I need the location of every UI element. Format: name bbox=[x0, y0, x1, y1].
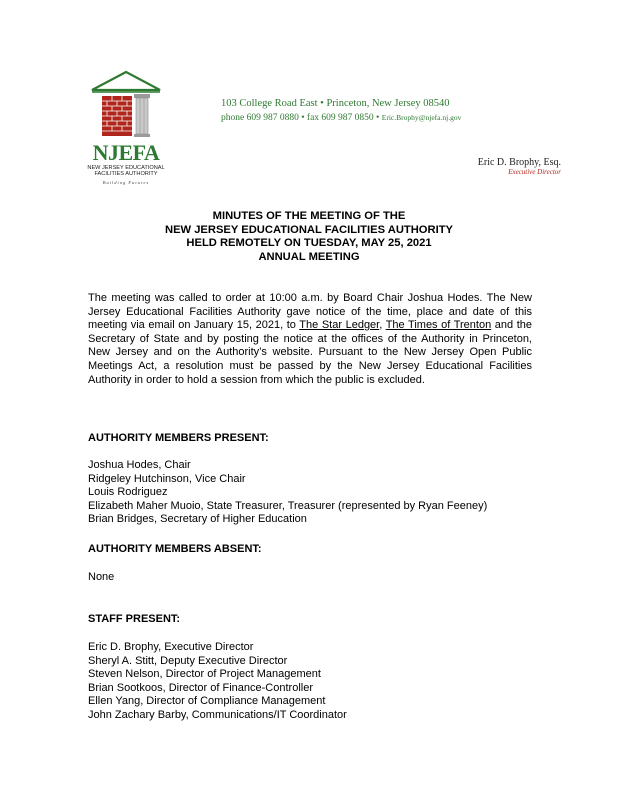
building-column-icon bbox=[90, 70, 162, 140]
list-item: Brian Sootkoos, Director of Finance-Controller bbox=[88, 681, 313, 694]
staff-present-list bbox=[88, 641, 548, 723]
director-block bbox=[467, 157, 561, 176]
address-line: 103 College Road East • Princeton, New Jersey 08540 bbox=[221, 98, 450, 109]
members-absent-list bbox=[88, 571, 548, 585]
logo-wordmark: NJEFA bbox=[92, 140, 160, 165]
minutes-title bbox=[88, 210, 530, 264]
intro-part-1: The meeting was called to order at 10:00 a.m. by Board Chair Joshua Hodes. The New Jersey Educational Facilities Authority gave notice of the time, place and date of this meeting via email on January 15, 2021, to bbox=[88, 292, 532, 332]
logo-full-name: NEW JERSEY EDUCATIONAL FACILITIES AUTHORITY bbox=[87, 165, 165, 177]
logo-tagline: Building Futures bbox=[102, 180, 150, 185]
list-item: Eric D. Brophy, Executive Director bbox=[88, 641, 254, 653]
list-item: Ellen Yang, Director of Compliance Management bbox=[88, 695, 326, 708]
phone-fax: phone 609 987 0880 • fax 609 987 0850 • bbox=[221, 113, 380, 123]
members-absent-heading: AUTHORITY MEMBERS ABSENT: bbox=[88, 543, 262, 555]
newspaper-star-ledger: The Star Ledger bbox=[299, 319, 380, 332]
title-line-3: HELD REMOTELY ON TUESDAY, MAY 25, 2021 bbox=[186, 237, 432, 250]
contact-line bbox=[221, 111, 461, 125]
members-present-heading: AUTHORITY MEMBERS PRESENT: bbox=[88, 432, 269, 444]
title-line-4: ANNUAL MEETING bbox=[258, 250, 360, 263]
list-item: Brian Bridges, Secretary of Higher Education bbox=[88, 513, 307, 526]
list-item: Steven Nelson, Director of Project Management bbox=[88, 668, 321, 681]
director-title: Executive Director bbox=[508, 168, 561, 176]
list-item: Elizabeth Maher Muoio, State Treasurer, Treasurer (represented by Ryan Feeney) bbox=[88, 499, 488, 512]
members-present-list bbox=[88, 459, 548, 527]
staff-present-heading: STAFF PRESENT: bbox=[88, 613, 181, 625]
title-line-1: MINUTES OF THE MEETING OF THE bbox=[212, 210, 406, 222]
intro-paragraph bbox=[88, 292, 532, 387]
list-item: Sheryl A. Stitt, Deputy Executive Director bbox=[88, 654, 288, 667]
intro-part-2: and the Secretary of State and by posting the notice at the offices of the Authority in Princeton, New Jersey and on the Authority’s website. Pursuant to the New Jersey Open Public Meetings Act, a resolution must be passed by the New Jersey Educational Facilities Authority in order to hold a session from which the public is excluded. bbox=[88, 319, 533, 386]
intro-separator: , bbox=[379, 319, 386, 332]
director-name: Eric D. Brophy, Esq. bbox=[477, 157, 561, 168]
list-item: John Zachary Barby, Communications/IT Coordinator bbox=[88, 708, 347, 721]
list-item: Joshua Hodes, Chair bbox=[88, 459, 191, 471]
title-line-2: NEW JERSEY EDUCATIONAL FACILITIES AUTHORITY bbox=[165, 223, 453, 236]
list-item: None bbox=[88, 571, 115, 583]
list-item: Ridgeley Hutchinson, Vice Chair bbox=[88, 472, 246, 485]
list-item: Louis Rodriguez bbox=[88, 486, 168, 499]
letterhead-address bbox=[221, 97, 461, 125]
njefa-logo bbox=[86, 70, 166, 185]
newspaper-times-of-trenton: The Times of Trenton bbox=[385, 319, 492, 332]
email-link[interactable]: Eric.Brophy@njefa.nj.gov bbox=[381, 113, 462, 122]
